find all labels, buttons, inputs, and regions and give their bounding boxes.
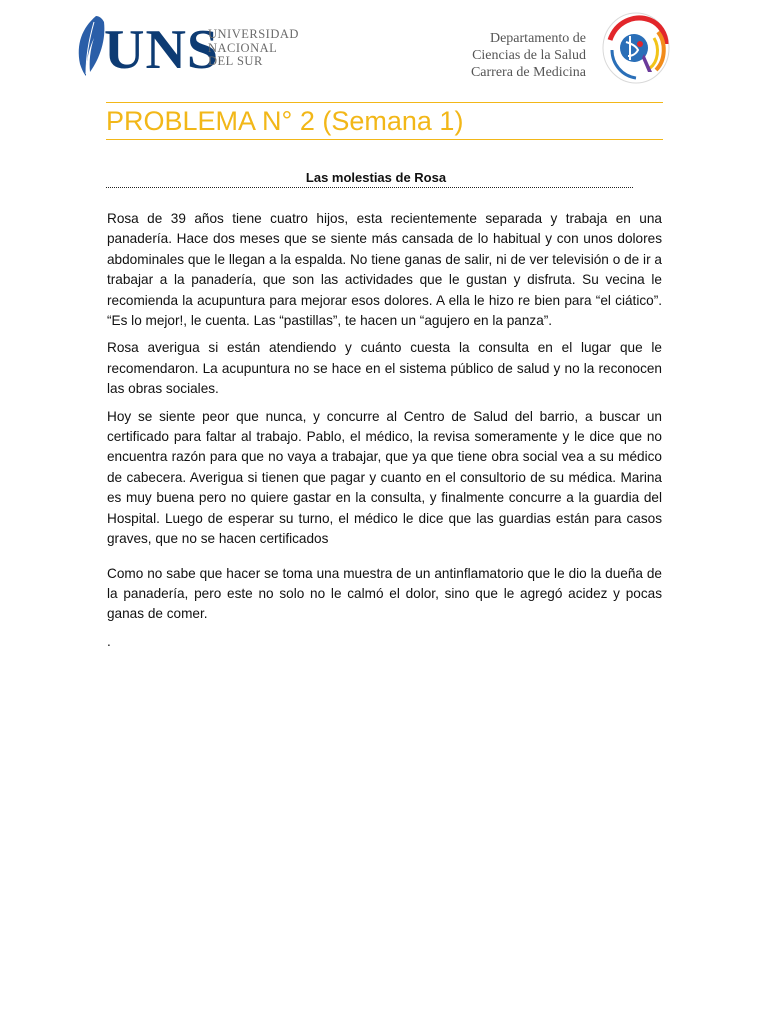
uns-logo-mark: UNS [104, 19, 220, 81]
paragraph: Rosa de 39 años tiene cuatro hijos, esta recientemente separada y trabaja en una panadería. Hace dos meses que se siente más cansada de lo habitual y con unos dolores abdominales que le llegan a la espalda. No tiene ganas de salir, ni de ver televisión o de ir a trabajar a la panadería, que son las actividades que le gustan y disfruta. Su vecina le recomienda la acupuntura para mejorar esos dolores. A ella le hizo re bien para “el ciático”. “Es lo mejor!, le cuenta. Las “pastillas”, te hacen un “agujero en la panza”. [107, 211, 662, 329]
page-title: PROBLEMA N° 2 (Semana 1) [106, 106, 464, 136]
page-header [0, 0, 768, 100]
dotted-divider [106, 187, 633, 188]
university-line: UNIVERSIDAD [208, 27, 299, 41]
department-line: Departamento de [489, 31, 586, 46]
paragraph: Rosa averigua si están atendiendo y cuánto cuesta la consulta en el lugar que le recomendaron. La acupuntura no se hace en el sistema público de salud y no la reconocen las obras sociales. [107, 340, 662, 397]
paragraph: Hoy se siente peor que nunca, y concurre al Centro de Salud del barrio, a buscar un certificado para faltar al trabajo. Pablo, el médico, la revisa someramente y le dice que no encuentra razón para que no vaya a trabajar, que ya que tiene obra social vea a su médico de cabecera. Averigua si tienen que pagar y cuanto en el consultorio de su médica. Marina es muy buena pero no quiere gastar en la consulta, y finalmente concurre a la guardia del Hospital. Luego de esperar su turno, el médico le dice que las guardias están para casos graves, que no se hacen certificados [107, 408, 662, 547]
title-box [106, 102, 663, 140]
department-name [471, 30, 586, 81]
university-name [208, 28, 299, 69]
department-line: Ciencias de la Salud [472, 48, 586, 63]
seal-icon [600, 10, 672, 86]
department-line: Carrera de Medicina [470, 65, 586, 80]
uns-logo [74, 14, 306, 81]
case-body [107, 209, 662, 659]
university-line: NACIONAL [208, 40, 278, 55]
university-line: DEL SUR [208, 54, 263, 68]
case-subtitle: Las molestias de Rosa [305, 170, 447, 185]
paragraph: . [107, 633, 111, 649]
medicine-seal-logo [600, 10, 672, 86]
paragraph: Como no sabe que hacer se toma una muestra de un antinflamatorio que le dio la dueña de la panadería, pero este no solo no le calmó el dolor, sino que le agregó acidez y pocas ganas de comer. [107, 565, 662, 622]
